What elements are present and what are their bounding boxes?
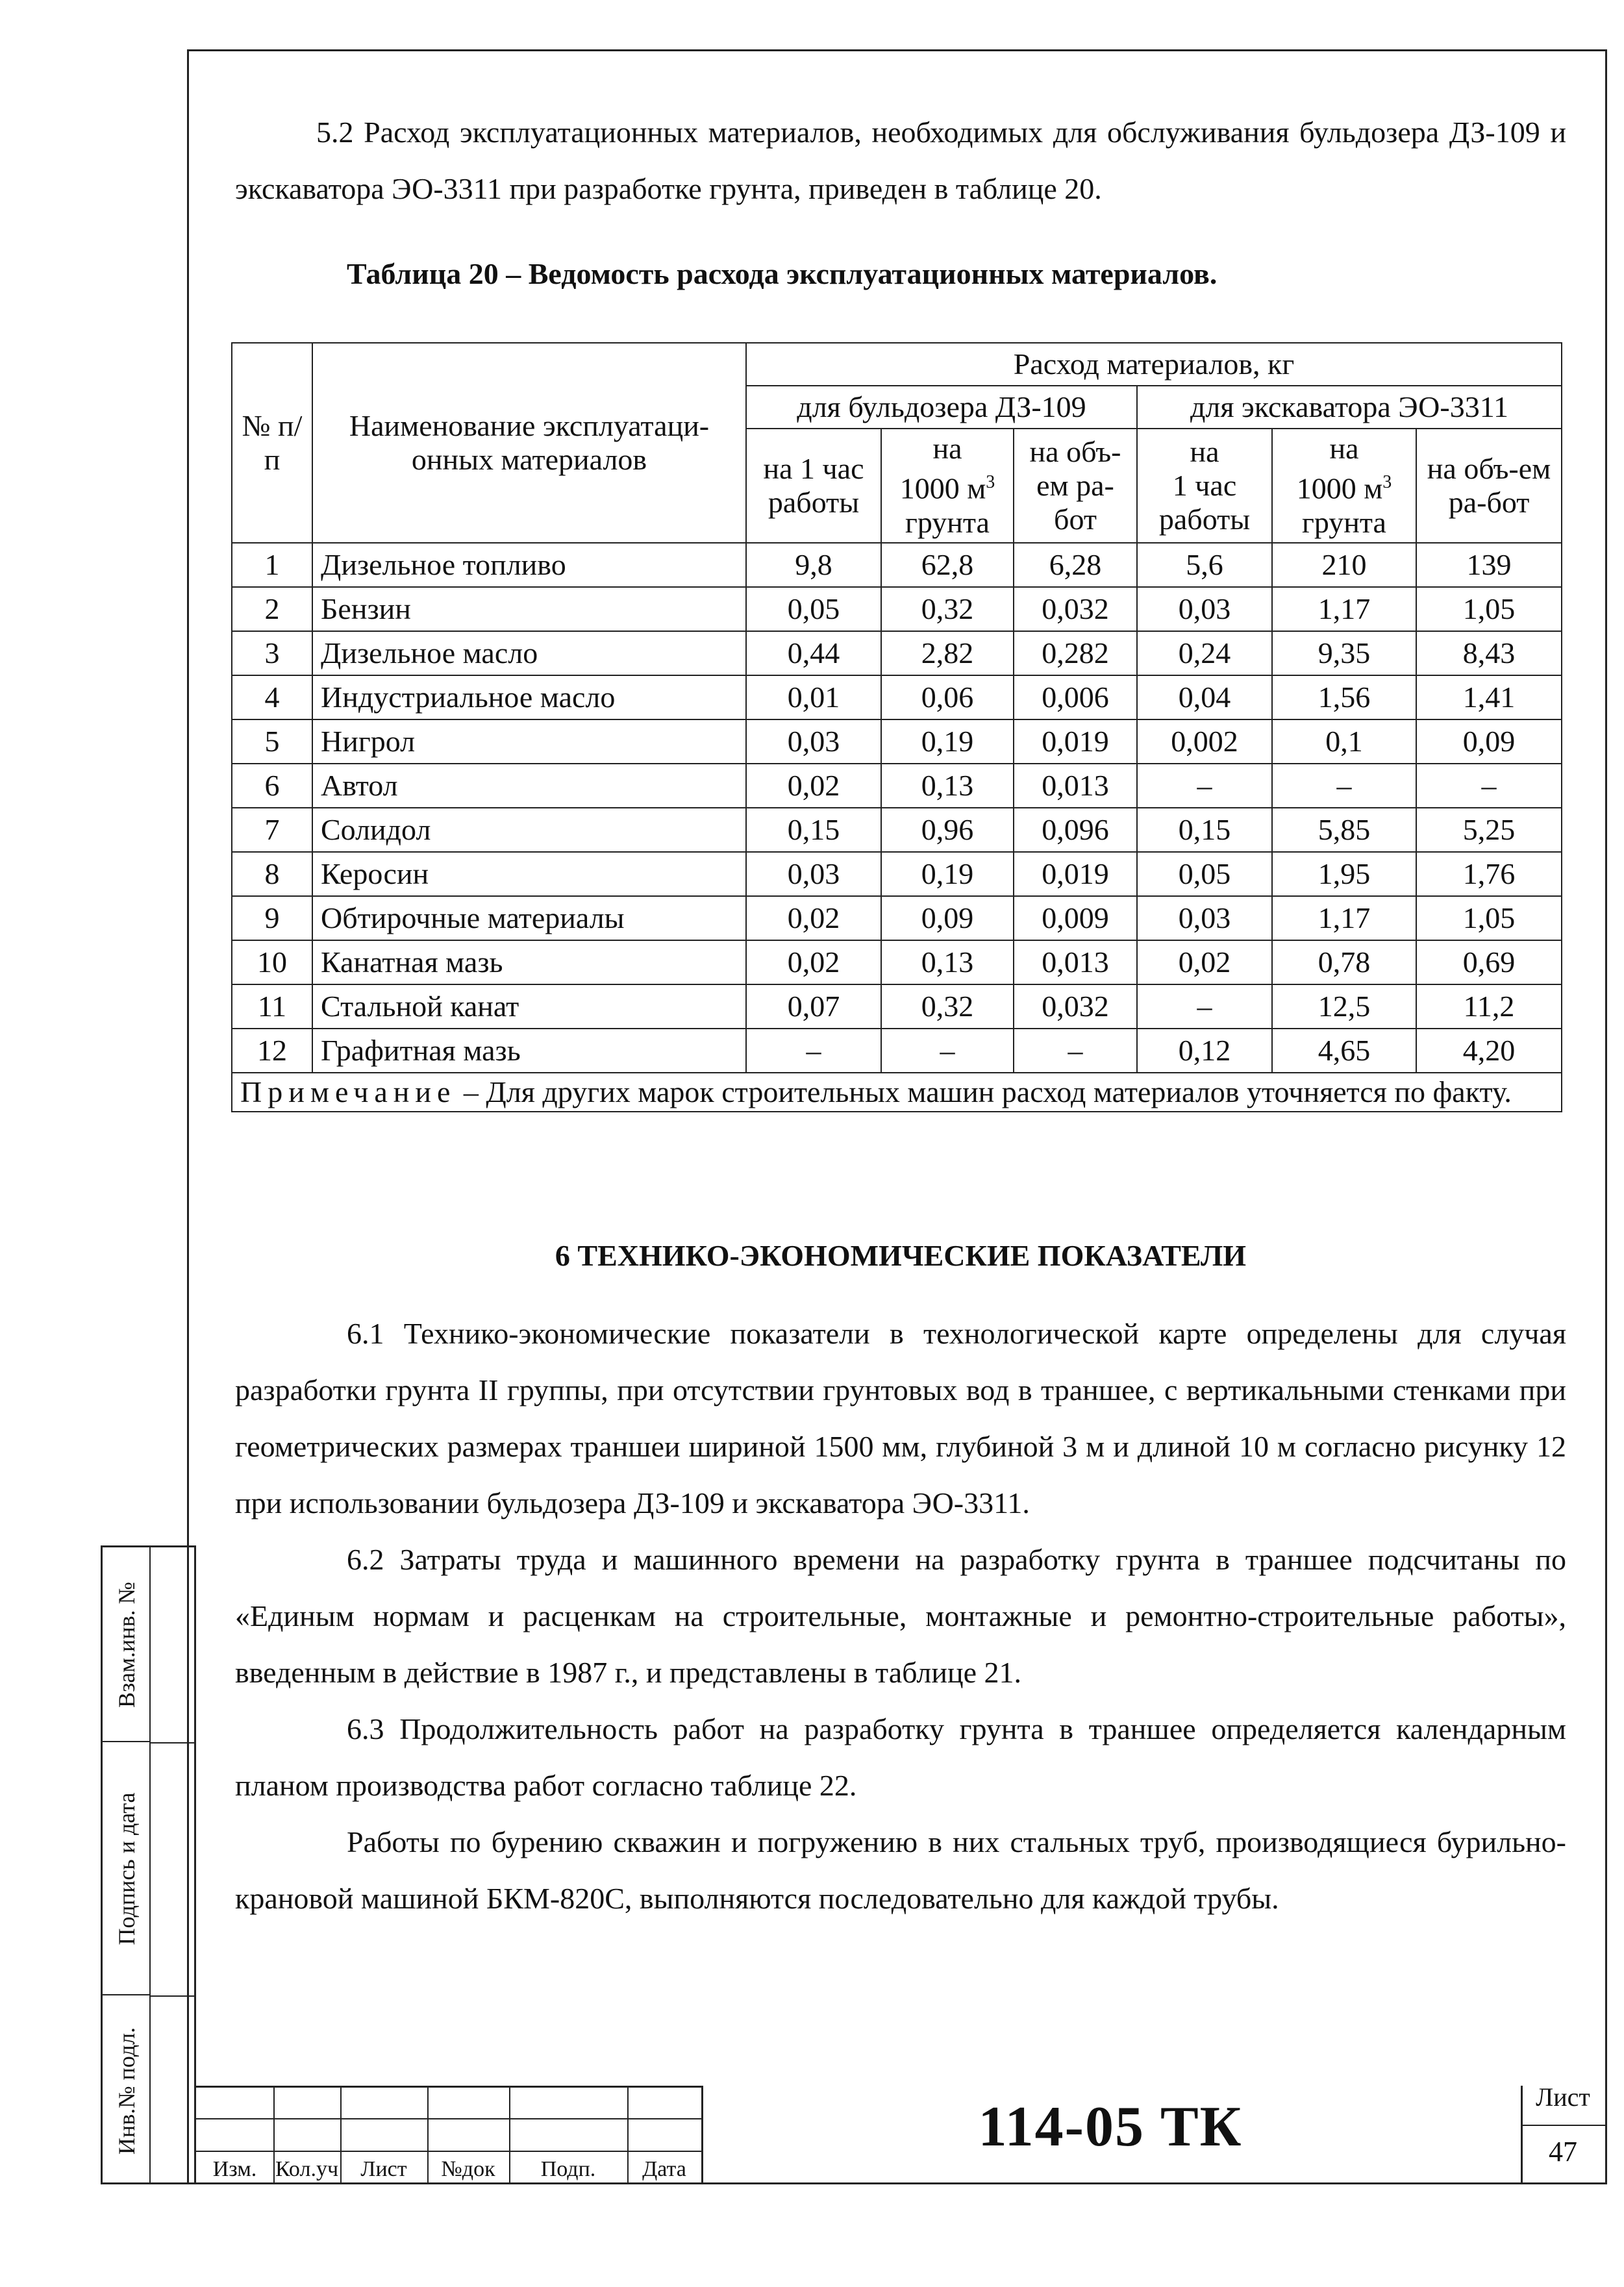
header-excavator: для экскаватора ЭО-3311 <box>1137 386 1562 429</box>
consumption-value: 0,013 <box>1014 940 1137 984</box>
consumption-value: 12,5 <box>1272 984 1416 1029</box>
header-bulldozer-per-1000: на 1000 $м^3$ грунта <box>881 429 1014 543</box>
materials-table <box>231 342 1562 1112</box>
sheet-number: 47 <box>1549 2136 1577 2168</box>
consumption-value: 0,32 <box>881 587 1014 631</box>
consumption-value: 0,19 <box>881 719 1014 764</box>
consumption-value: 0,02 <box>746 896 881 940</box>
consumption-value: 1,76 <box>1416 852 1562 896</box>
consumption-value: 0,03 <box>746 719 881 764</box>
consumption-value: 6,28 <box>1014 543 1137 587</box>
table-row <box>232 719 1562 764</box>
consumption-value: – <box>1137 764 1272 808</box>
consumption-value: 5,85 <box>1272 808 1416 852</box>
consumption-value: 0,09 <box>1416 719 1562 764</box>
material-name: Дизельное топливо <box>312 543 746 587</box>
consumption-value: 0,032 <box>1014 587 1137 631</box>
tb-label-podp: Подп. <box>540 2157 596 2181</box>
header-no: № п/п <box>232 343 312 543</box>
note-text: – Для других марок строительных машин расход материалов уточняется по факту. <box>456 1075 1512 1108</box>
consumption-value: 0,02 <box>746 764 881 808</box>
side-label-original-inv: Инв.№ подл. <box>114 2027 140 2155</box>
header-bulldozer: для бульдозера ДЗ-109 <box>746 386 1137 429</box>
header-excavator-per-hour: на 1 час работы <box>1137 429 1272 543</box>
consumption-value: 0,002 <box>1137 719 1272 764</box>
consumption-value: 0,1 <box>1272 719 1416 764</box>
consumption-value: 1,95 <box>1272 852 1416 896</box>
consumption-value: 0,15 <box>746 808 881 852</box>
table-row <box>232 852 1562 896</box>
consumption-value: – <box>1137 984 1272 1029</box>
row-number: 9 <box>232 896 312 940</box>
material-name: Солидол <box>312 808 746 852</box>
paragraph-6-3: 6.3 Продолжительность работ на разработку грунта в траншее определяется календарным планом производства работ согласно таблице 22. <box>235 1712 1566 1802</box>
consumption-value: 62,8 <box>881 543 1014 587</box>
side-cell-replacement <box>103 1547 151 1742</box>
consumption-value: – <box>746 1029 881 1073</box>
consumption-value: 1,17 <box>1272 896 1416 940</box>
header-excavator-per-1000: на 1000 $м^3$ грунта <box>1272 429 1416 543</box>
consumption-value: 2,82 <box>881 631 1014 675</box>
consumption-value: 139 <box>1416 543 1562 587</box>
consumption-value: 0,096 <box>1014 808 1137 852</box>
header-consumption: Расход материалов, кг <box>746 343 1562 386</box>
material-name: Стальной канат <box>312 984 746 1029</box>
consumption-value: 1,41 <box>1416 675 1562 719</box>
material-name: Автол <box>312 764 746 808</box>
consumption-value: – <box>1416 764 1562 808</box>
tb-label-data: Дата <box>642 2157 686 2181</box>
side-cell-signature <box>103 1742 151 1995</box>
table-row <box>232 675 1562 719</box>
row-number: 1 <box>232 543 312 587</box>
consumption-value: 1,05 <box>1416 896 1562 940</box>
consumption-value: 0,019 <box>1014 719 1137 764</box>
consumption-value: 0,78 <box>1272 940 1416 984</box>
consumption-value: – <box>1272 764 1416 808</box>
table-row <box>232 543 1562 587</box>
consumption-value: 0,006 <box>1014 675 1137 719</box>
consumption-value: 0,032 <box>1014 984 1137 1029</box>
consumption-value: 0,013 <box>1014 764 1137 808</box>
section-6-body <box>235 1305 1566 1927</box>
table-row <box>232 764 1562 808</box>
consumption-value: 0,01 <box>746 675 881 719</box>
consumption-value: 0,24 <box>1137 631 1272 675</box>
consumption-value: 0,44 <box>746 631 881 675</box>
material-name: Графитная мазь <box>312 1029 746 1073</box>
consumption-value: 1,17 <box>1272 587 1416 631</box>
header-bulldozer-per-hour: на 1 час работы <box>746 429 881 543</box>
paragraph-6-1: 6.1 Технико-экономические показатели в технологической карте определены для случая разработки грунта II группы, при отсутствии грунтовых вод в траншее, с вертикальными стенками при геометрических размерах траншеи шириной 1500 мм, глубиной 3 м и длиной 10 м согласно рисунку 12 при использовании бульдозера ДЗ-109 и экскаватора ЭО-3311. <box>235 1317 1566 1519</box>
consumption-value: 0,69 <box>1416 940 1562 984</box>
consumption-value: 0,03 <box>746 852 881 896</box>
table-row <box>232 896 1562 940</box>
side-cell-original-inv <box>103 1995 151 2186</box>
tb-label-list: Лист <box>360 2157 407 2181</box>
consumption-value: 0,03 <box>1137 587 1272 631</box>
table-row <box>232 984 1562 1029</box>
table-row <box>232 631 1562 675</box>
consumption-value: 0,15 <box>1137 808 1272 852</box>
consumption-value: 0,05 <box>1137 852 1272 896</box>
header-name: Наименование эксплуатаци-онных материалов <box>312 343 746 543</box>
header-excavator-volume: на объ-ем ра-бот <box>1416 429 1562 543</box>
row-number: 10 <box>232 940 312 984</box>
material-name: Бензин <box>312 587 746 631</box>
material-name: Обтирочные материалы <box>312 896 746 940</box>
paragraph-6-2: 6.2 Затраты труда и машинного времени на разработку грунта в траншее подсчитаны по «Единым нормам и расценкам на строительные, монтажные и ремонтно-строительные работы», введенным в действие в 1987 г., и представлены в таблице 21. <box>235 1543 1566 1689</box>
consumption-value: – <box>881 1029 1014 1073</box>
consumption-value: 9,35 <box>1272 631 1416 675</box>
consumption-value: 11,2 <box>1416 984 1562 1029</box>
row-number: 5 <box>232 719 312 764</box>
consumption-value: 0,06 <box>881 675 1014 719</box>
table-row <box>232 1029 1562 1073</box>
side-stamp <box>101 1545 196 2184</box>
row-number: 4 <box>232 675 312 719</box>
tb-label-ndok: №док <box>441 2157 495 2181</box>
consumption-value: 1,05 <box>1416 587 1562 631</box>
consumption-value: 0,12 <box>1137 1029 1272 1073</box>
row-number: 6 <box>232 764 312 808</box>
material-name: Индустриальное масло <box>312 675 746 719</box>
material-name: Дизельное масло <box>312 631 746 675</box>
consumption-value: 0,13 <box>881 764 1014 808</box>
consumption-value: 210 <box>1272 543 1416 587</box>
row-number: 2 <box>232 587 312 631</box>
material-name: Керосин <box>312 852 746 896</box>
consumption-value: 0,009 <box>1014 896 1137 940</box>
sheet-label: Лист <box>1536 2082 1590 2112</box>
table-caption: Таблица 20 – Ведомость расхода эксплуатационных материалов. <box>347 257 1218 290</box>
tb-label-izm: Изм. <box>212 2157 257 2181</box>
material-name: Канатная мазь <box>312 940 746 984</box>
table-row <box>232 587 1562 631</box>
consumption-value: 0,03 <box>1137 896 1272 940</box>
table-row <box>232 808 1562 852</box>
consumption-value: 0,282 <box>1014 631 1137 675</box>
table-row <box>232 940 1562 984</box>
consumption-value: 4,65 <box>1272 1029 1416 1073</box>
consumption-value: 0,13 <box>881 940 1014 984</box>
consumption-value: 1,56 <box>1272 675 1416 719</box>
consumption-value: 0,019 <box>1014 852 1137 896</box>
document-code: 114-05 ТК <box>978 2095 1243 2158</box>
consumption-value: 0,02 <box>746 940 881 984</box>
row-number: 7 <box>232 808 312 852</box>
header-bulldozer-volume: на объ-ем ра-бот <box>1014 429 1137 543</box>
consumption-value: 8,43 <box>1416 631 1562 675</box>
consumption-value: – <box>1014 1029 1137 1073</box>
consumption-value: 0,09 <box>881 896 1014 940</box>
table-note <box>232 1073 1562 1112</box>
consumption-value: 0,04 <box>1137 675 1272 719</box>
paragraph-drilling: Работы по бурению скважин и погружению в них стальных труб, производящиеся бурильно-крановой машиной БКМ-820С, выполняются последовательно для каждой трубы. <box>235 1825 1566 1915</box>
row-number: 8 <box>232 852 312 896</box>
consumption-value: 5,25 <box>1416 808 1562 852</box>
consumption-value: 0,05 <box>746 587 881 631</box>
consumption-value: 0,96 <box>881 808 1014 852</box>
consumption-value: 4,20 <box>1416 1029 1562 1073</box>
consumption-value: 5,6 <box>1137 543 1272 587</box>
row-number: 11 <box>232 984 312 1029</box>
note-label: Примечание <box>240 1075 456 1108</box>
section-heading: 6 ТЕХНИКО-ЭКОНОМИЧЕСКИЕ ПОКАЗАТЕЛИ <box>555 1239 1247 1272</box>
side-label-replacement-inv: Взам.инв. № <box>114 1582 140 1708</box>
consumption-value: 0,07 <box>746 984 881 1029</box>
tb-label-kolvo: Кол.уч <box>275 2157 339 2181</box>
consumption-value: 0,32 <box>881 984 1014 1029</box>
material-name: Нигрол <box>312 719 746 764</box>
consumption-value: 9,8 <box>746 543 881 587</box>
consumption-value: 0,19 <box>881 852 1014 896</box>
row-number: 3 <box>232 631 312 675</box>
side-label-signature-date: Подпись и дата <box>114 1792 140 1945</box>
consumption-value: 0,02 <box>1137 940 1272 984</box>
paragraph-5-2: 5.2 Расход эксплуатационных материалов, необходимых для обслуживания бульдозера ДЗ-109 и экскаватора ЭО-3311 при разработке грунта, приведен в таблице 20. <box>235 116 1566 205</box>
row-number: 12 <box>232 1029 312 1073</box>
